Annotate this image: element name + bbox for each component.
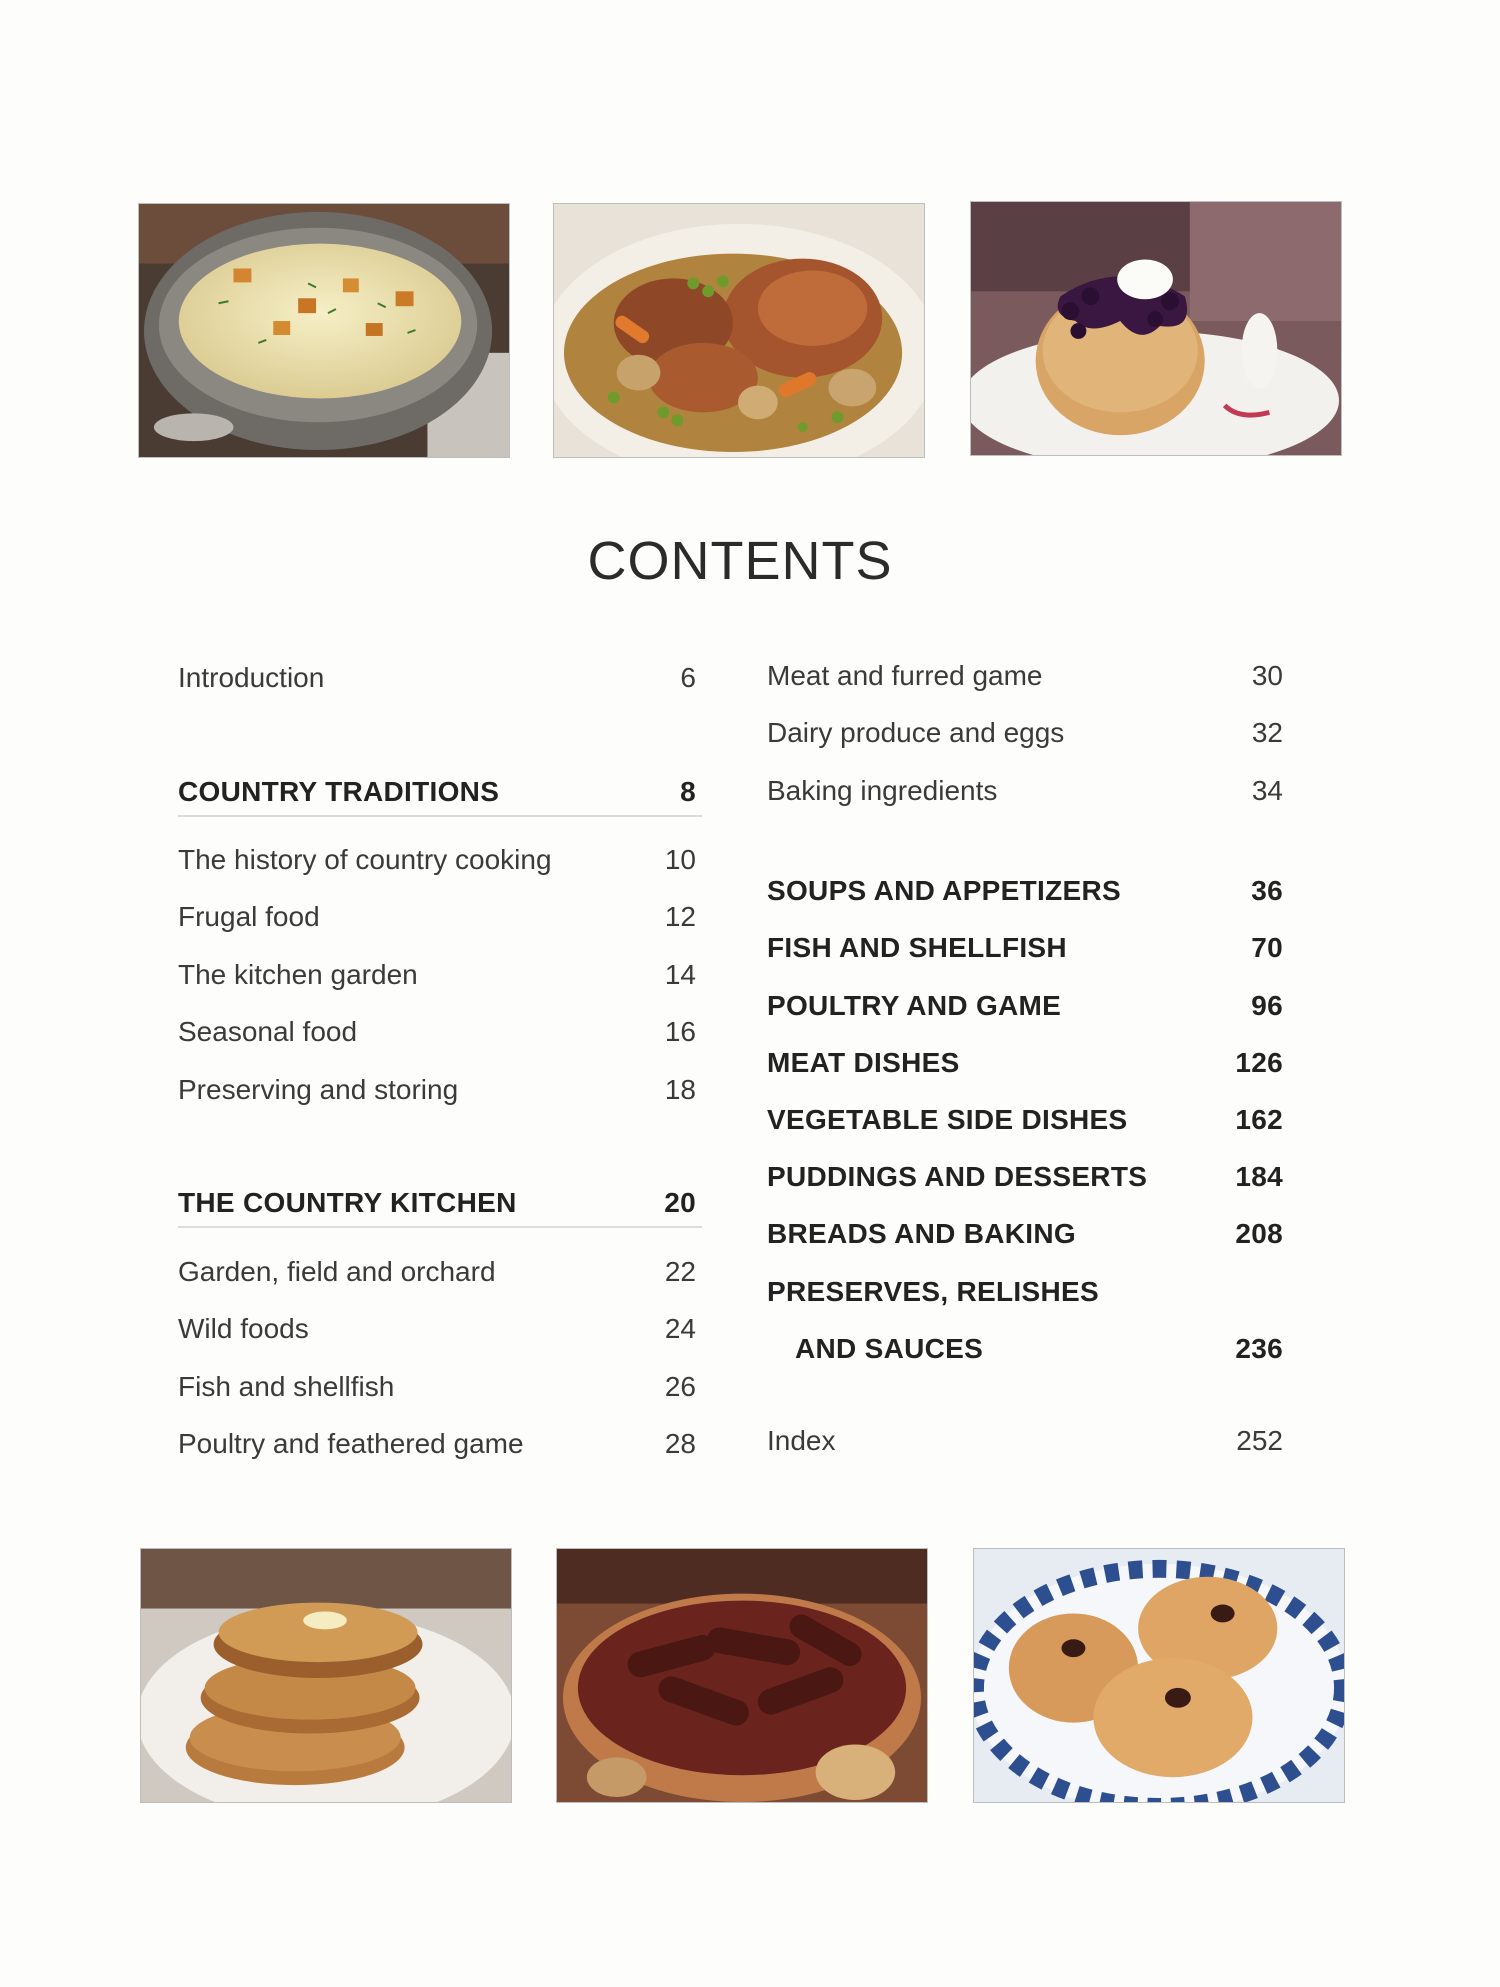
toc-entry-label: Frugal food [178,901,320,932]
toc-entry-page: 12 [664,901,696,932]
toc-entry[interactable] [767,771,1283,811]
toc-entry-label: Poultry and feathered game [178,1428,524,1459]
toc-chapter-fish[interactable] [767,928,1283,968]
crumpets-photo [140,1548,512,1803]
toc-entry-page: 252 [1236,1425,1283,1456]
toc-entry-label: Preserving and storing [178,1074,459,1105]
soup-photo [138,203,510,458]
toc-chapter-page: 96 [1251,990,1283,1021]
toc-entry-index[interactable] [767,1421,1283,1461]
toc-chapter-label: SOUPS AND APPETIZERS [767,875,1121,906]
section-divider [178,815,702,817]
sausage-casserole-photo [556,1548,928,1803]
toc-entry[interactable] [178,897,696,937]
toc-entry[interactable] [178,1012,696,1052]
toc-entry-label: Baking ingredients [767,775,998,806]
toc-chapter-label: FISH AND SHELLFISH [767,932,1067,963]
toc-entry-page: 30 [1251,660,1283,691]
toc-entry-page: 22 [664,1256,696,1287]
toc-section-label: THE COUNTRY KITCHEN [178,1187,517,1218]
toc-chapter-breads[interactable] [767,1214,1283,1254]
toc-chapter-soups[interactable] [767,871,1283,911]
toc-chapter-page: 162 [1235,1104,1283,1135]
page-title: CONTENTS [587,531,893,591]
toc-chapter-poultry[interactable] [767,986,1283,1026]
toc-entry-page: 32 [1251,717,1283,748]
toc-chapter-label: BREADS AND BAKING [767,1218,1076,1249]
toc-entry-page: 14 [664,959,696,990]
toc-entry[interactable] [178,1309,696,1349]
toc-entry-page: 16 [664,1016,696,1047]
toc-entry-label: Introduction [178,662,325,693]
toc-entry-label: Seasonal food [178,1016,358,1047]
toc-entry-page: 18 [664,1074,696,1105]
toc-entry[interactable] [767,713,1283,753]
cookies-photo [973,1548,1345,1803]
toc-entry-page: 6 [680,662,696,693]
toc-section-label: COUNTRY TRADITIONS [178,776,500,807]
toc-entry-label: Garden, field and orchard [178,1256,496,1287]
toc-chapter-label: PUDDINGS AND DESSERTS [767,1161,1148,1192]
toc-entry-label: Wild foods [178,1313,309,1344]
toc-chapter-page: 70 [1251,932,1283,963]
section-divider [178,1226,702,1228]
toc-chapter-page: 236 [1235,1333,1283,1364]
toc-chapter-label: POULTRY AND GAME [767,990,1062,1021]
toc-chapter-label: AND SAUCES [795,1333,984,1364]
toc-entry-page: 10 [664,844,696,875]
toc-chapter-page: 208 [1235,1218,1283,1249]
toc-chapter-label: PRESERVES, RELISHES [767,1276,1099,1307]
toc-entry[interactable] [767,656,1283,696]
toc-entry[interactable] [178,955,696,995]
toc-entry-introduction[interactable] [178,658,696,698]
roast-chicken-photo [553,203,925,458]
toc-entry-page: 28 [664,1428,696,1459]
toc-entry[interactable] [178,1252,696,1292]
toc-entry[interactable] [178,840,696,880]
toc-entry[interactable] [178,1424,696,1464]
dessert-photo [970,201,1342,456]
toc-section-country-kitchen[interactable] [178,1183,696,1223]
toc-chapter-meat[interactable] [767,1043,1283,1083]
toc-chapter-page: 184 [1235,1161,1283,1192]
toc-entry-label: Fish and shellfish [178,1371,395,1402]
toc-chapter-page: 126 [1235,1047,1283,1078]
toc-chapter-puddings[interactable] [767,1157,1283,1197]
toc-section-page: 8 [680,776,696,807]
toc-entry-page: 34 [1251,775,1283,806]
toc-entry-label: The history of country cooking [178,844,552,875]
toc-chapter-label: MEAT DISHES [767,1047,960,1078]
toc-chapter-preserves[interactable] [767,1272,1283,1312]
toc-chapter-preserves-continued[interactable] [767,1329,1283,1369]
toc-entry-label: Meat and furred game [767,660,1043,691]
toc-section-country-traditions[interactable] [178,772,696,812]
toc-section-page: 20 [664,1187,696,1218]
toc-entry-label: Index [767,1425,836,1456]
toc-entry-page: 24 [664,1313,696,1344]
toc-entry[interactable] [178,1367,696,1407]
toc-chapter-vegetables[interactable] [767,1100,1283,1140]
toc-entry-label: The kitchen garden [178,959,418,990]
toc-entry[interactable] [178,1070,696,1110]
toc-entry-page: 26 [664,1371,696,1402]
toc-chapter-label: VEGETABLE SIDE DISHES [767,1104,1128,1135]
toc-entry-label: Dairy produce and eggs [767,717,1065,748]
toc-chapter-page: 36 [1251,875,1283,906]
